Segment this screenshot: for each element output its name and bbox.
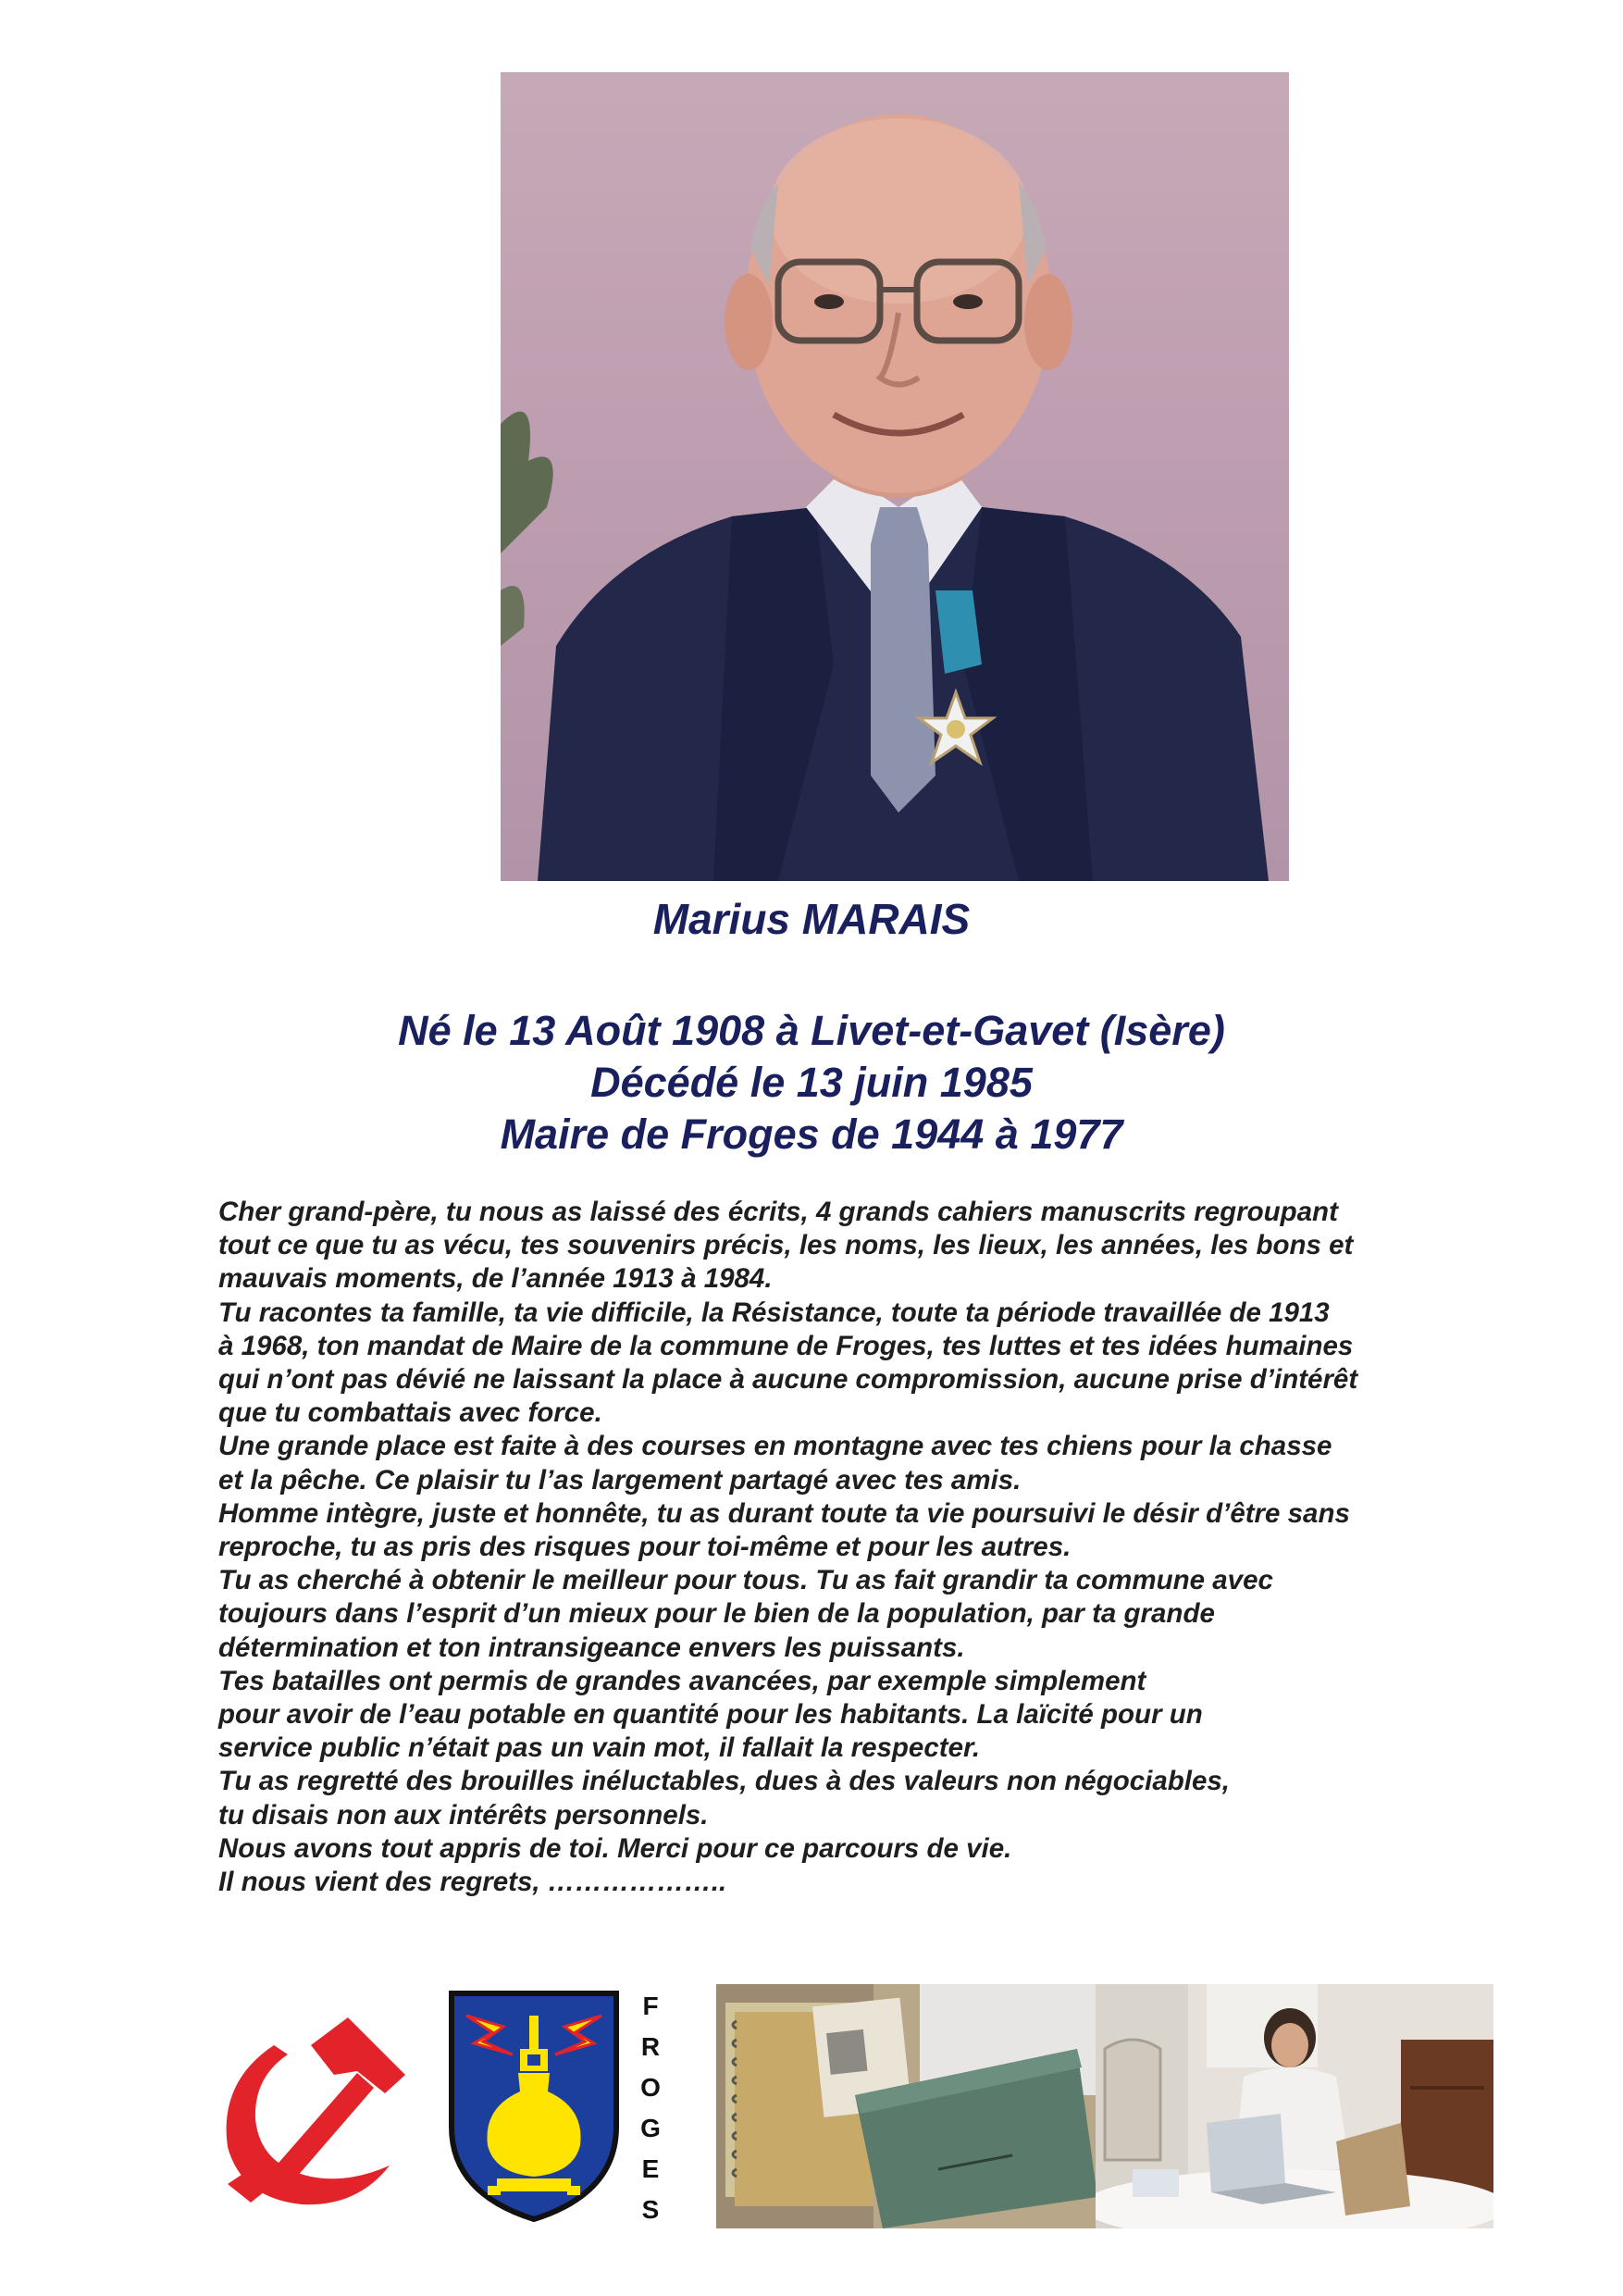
tribute-line: toujours dans l’esprit d’un mieux pour le bien de la population, par ta grande — [218, 1598, 1215, 1630]
tribute-line: Cher grand-père, tu nous as laissé des écrits, 4 grands cahiers manuscrits regroupant — [218, 1197, 1338, 1227]
tribute-line: Homme intègre, juste et honnête, tu as durant toute ta vie poursuivi le désir d’être sans — [218, 1497, 1350, 1529]
tribute-line: qui n’ont pas dévié ne laissant la place à aucune compromission, aucune prise d’intérêt — [218, 1364, 1358, 1396]
birth-line: Né le 13 Août 1908 à Livet-et-Gavet (Isère) — [398, 1007, 1225, 1054]
froges-letter: F — [642, 1992, 659, 2020]
tribute-line: pour avoir de l’eau potable en quantité pour les habitants. La laïcité pour un — [218, 1699, 1203, 1731]
tribute-line: tout ce que tu as vécu, tes souvenirs précis, les noms, les lieux, les années, les bons et — [218, 1230, 1354, 1261]
tribute-line: reproche, tu as pris des risques pour toi-même et pour les autres. — [218, 1532, 1072, 1563]
tribute-line: Tu as regretté des brouilles inéluctables, dues à des valeurs non négociables, — [218, 1766, 1230, 1797]
writer-at-laptop-photo — [1096, 1984, 1493, 2228]
tribute-line: Tes batailles ont permis de grandes avancées, par exemple simplement — [218, 1665, 1146, 1696]
froges-letter: G — [640, 2114, 661, 2142]
tribute-line: service public n’était pas un vain mot, il fallait la respecter. — [218, 1732, 981, 1764]
tribute-line: Nous avons tout appris de toi. Merci pour ce parcours de vie. — [218, 1832, 1012, 1864]
tribute-text — [218, 1196, 1514, 1899]
froges-letter: E — [641, 2154, 660, 2183]
froges-letter: S — [641, 2195, 660, 2224]
froges-coat-of-arms-icon — [446, 1988, 622, 2225]
notebooks-photo — [716, 1984, 1097, 2228]
tribute-line: à 1968, ton mandat de Maire de la commune de Froges, tes luttes et tes idées humaines — [218, 1330, 1354, 1361]
portrait-photo — [501, 72, 1289, 881]
tribute-line: Tu racontes ta famille, ta vie difficile, la Résistance, toute ta période travaillée de 1913 — [218, 1297, 1330, 1328]
mayor-line: Maire de Froges de 1944 à 1977 — [500, 1111, 1123, 1158]
tribute-line: tu disais non aux intérêts personnels. — [218, 1799, 709, 1831]
tribute-line: que tu combattais avec force. — [218, 1397, 602, 1429]
tribute-line: détermination et ton intransigeance envers les puissants. — [218, 1632, 965, 1663]
tribute-line: mauvais moments, de l’année 1913 à 1984. — [218, 1263, 773, 1295]
tribute-line: Une grande place est faite à des courses en montagne avec tes chiens pour la chasse — [218, 1431, 1332, 1462]
froges-vertical-label — [638, 1986, 663, 2230]
froges-letter: O — [640, 2073, 661, 2102]
death-line: Décédé le 13 juin 1985 — [590, 1059, 1033, 1106]
tribute-line: Tu as cherché à obtenir le meilleur pour tous. Tu as fait grandir ta commune avec — [218, 1565, 1273, 1596]
tribute-line: et la pêche. Ce plaisir tu l’as largement partagé avec tes amis. — [218, 1464, 1022, 1496]
person-name: Marius MARAIS — [652, 895, 971, 943]
froges-letter: R — [640, 2032, 661, 2061]
biography-summary — [0, 1005, 1623, 1160]
portrait-illustration — [501, 72, 1289, 881]
hammer-sickle-icon — [209, 2008, 413, 2214]
tribute-line: Il nous vient des regrets, ……………….. — [218, 1867, 727, 1898]
